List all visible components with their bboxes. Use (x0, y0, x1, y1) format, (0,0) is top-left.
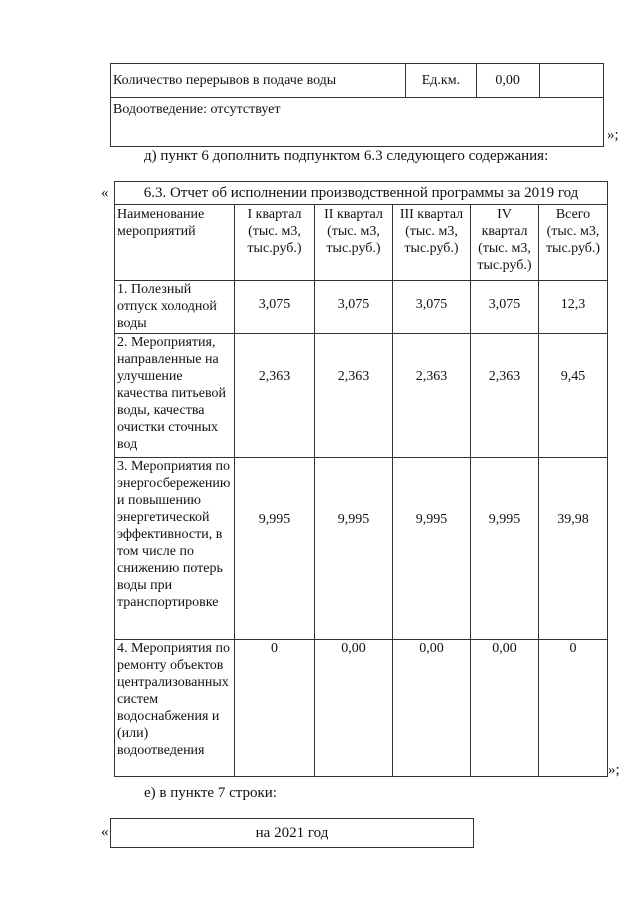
value-cell (539, 458, 608, 640)
row-name-cell: 4. Мероприятия по ремонту объектов централизованных систем водоснабжения и (или) водоотведения (115, 640, 235, 777)
value-cell (235, 334, 315, 458)
value-cell (315, 640, 393, 777)
value-text: 0 (569, 641, 577, 656)
column-header: IV квартал (тыс. м3, тыс.руб.) (471, 205, 539, 281)
value-text: 9,995 (488, 512, 521, 527)
value-text: 9,995 (415, 512, 448, 527)
value-cell (471, 458, 539, 640)
value-cell (315, 281, 393, 334)
row-name-cell: 1. Полезный отпуск холодной воды (115, 281, 235, 334)
empty-cell (539, 64, 604, 98)
table-row (115, 640, 608, 777)
value-cell (471, 281, 539, 334)
value-text: 2,363 (488, 369, 521, 384)
table-caption: 6.3. Отчет об исполнении производственной программы за 2019 год (115, 182, 608, 205)
value-cell (315, 458, 393, 640)
value-cell (235, 281, 315, 334)
value-cell (235, 640, 315, 777)
table-row (111, 98, 604, 147)
value-cell (393, 458, 471, 640)
value-text: 0 (271, 641, 278, 656)
value-cell (315, 334, 393, 458)
value-cell (539, 281, 608, 334)
value-text: 3,075 (337, 297, 370, 312)
table-header-row (115, 205, 608, 281)
row-name-cell: Количество перерывов в подаче воды (111, 64, 406, 98)
value-text: 0,00 (419, 641, 444, 656)
value-cell (393, 281, 471, 334)
value-text: 0,00 (492, 641, 517, 656)
value-text: 9,995 (337, 512, 370, 527)
value-text: 3,075 (258, 297, 291, 312)
value-text: 2,363 (337, 369, 370, 384)
column-header: Всего (тыс. м3, тыс.руб.) (539, 205, 608, 281)
value-text: 12,3 (560, 297, 586, 312)
closing-quote-mark: »; (608, 762, 620, 778)
value-text: 3,075 (488, 297, 521, 312)
column-header: Наименование мероприятий (115, 205, 235, 281)
value-text: 39,98 (557, 512, 589, 527)
value-cell (471, 640, 539, 777)
value-text: 2,363 (415, 369, 448, 384)
row-name-cell: 3. Мероприятия по энергосбережению и повышению энергетической эффективности, в том числе по снижению потерь воды при транспортировке (115, 458, 235, 640)
column-header: I квартал (тыс. м3, тыс.руб.) (235, 205, 315, 281)
table-row (115, 334, 608, 458)
table-caption-row (115, 182, 608, 205)
opening-quote-mark: « (101, 185, 109, 201)
value-text: 9,995 (258, 512, 291, 527)
value-cell (393, 640, 471, 777)
year-header-box: на 2021 год (110, 818, 474, 848)
value-text: 2,363 (258, 369, 291, 384)
water-interruptions-table (110, 63, 604, 147)
value-text: 9,45 (560, 369, 586, 384)
value-cell (471, 334, 539, 458)
paragraph-e: е) в пункте 7 строки: (144, 785, 277, 801)
value-cell (539, 334, 608, 458)
column-header: III квартал (тыс. м3, тыс.руб.) (393, 205, 471, 281)
column-header: II квартал (тыс. м3, тыс.руб.) (315, 205, 393, 281)
wastewater-cell: Водоотведение: отсутствует (111, 98, 604, 147)
table-row (111, 64, 604, 98)
value-text: 0,00 (341, 641, 366, 656)
closing-quote-mark: »; (607, 127, 619, 143)
unit-cell: Ед.км. (406, 64, 477, 98)
value-cell: 0,00 (476, 64, 539, 98)
paragraph-d: д) пункт 6 дополнить подпунктом 6.3 следующего содержания: (144, 148, 549, 164)
value-cell (393, 334, 471, 458)
table-row (115, 281, 608, 334)
table-row (115, 458, 608, 640)
value-cell (235, 458, 315, 640)
value-text: 3,075 (415, 297, 448, 312)
value-cell (539, 640, 608, 777)
opening-quote-mark: « (101, 824, 109, 840)
row-name-cell: 2. Мероприятия, направленные на улучшение качества питьевой воды, качества очистки сточных вод (115, 334, 235, 458)
production-program-report-table (114, 181, 608, 777)
